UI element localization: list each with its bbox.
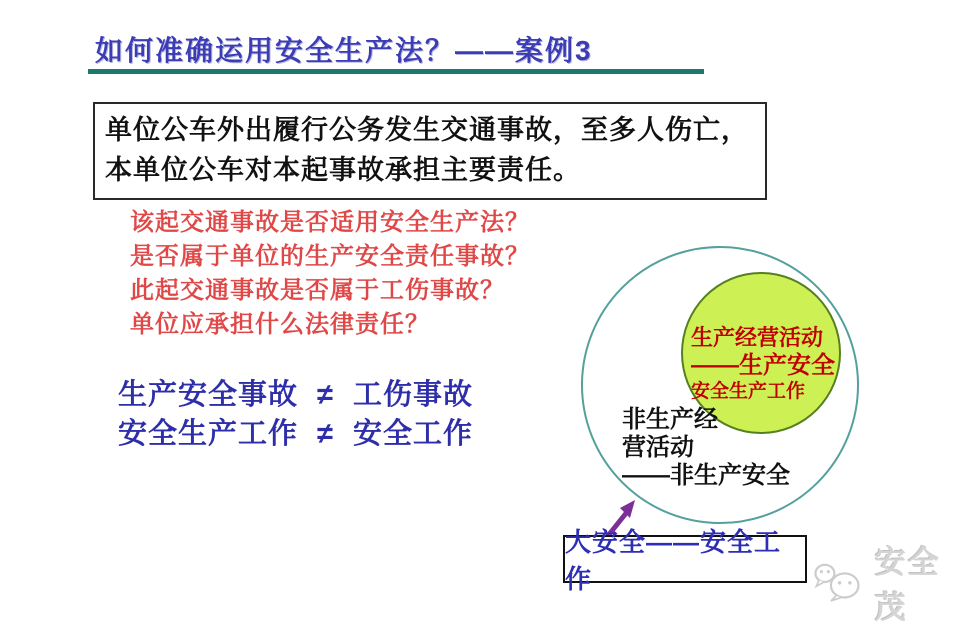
case-description-text: 单位公车外出履行公务发生交通事故，至多人伤亡，本单位公车对本起事故承担主要责任。: [105, 115, 749, 185]
wechat-icon: [812, 558, 869, 606]
question-list: [130, 206, 530, 342]
title-underline: [88, 69, 704, 74]
inner-circle-text: [691, 324, 835, 403]
outer-circle-line-1: 非生产经: [622, 406, 718, 433]
big-safety-label: 大安全——安全工作: [565, 527, 782, 594]
big-safety-label-box: [563, 527, 807, 594]
outer-circle-line-3: ——非生产安全: [622, 462, 790, 489]
inner-circle-line-3: 安全生产工作: [691, 381, 806, 402]
watermark-text: 安全茂: [874, 545, 941, 625]
inner-circle-line-2: ——生产安全: [691, 352, 835, 379]
page-title: 如何准确运用安全生产法？——案例3: [95, 35, 593, 66]
statement-line-1: 生产安全事故 ≠ 工伤事故: [118, 379, 474, 411]
watermark: [812, 537, 960, 627]
outer-circle-text: [622, 406, 790, 490]
outer-circle-line-2: 营活动: [622, 434, 694, 461]
inequality-statements: [118, 376, 473, 454]
question-line-3: 此起交通事故是否属于工伤事故？: [130, 277, 505, 304]
question-line-4: 单位应承担什么法律责任？: [130, 311, 430, 338]
inner-circle-line-1: 生产经营活动: [691, 325, 824, 350]
case-description-box: [93, 102, 767, 200]
question-line-2: 是否属于单位的生产安全责任事故？: [130, 243, 530, 270]
question-line-1: 该起交通事故是否适用安全生产法？: [130, 209, 530, 236]
statement-line-2: 安全生产工作 ≠ 安全工作: [118, 418, 474, 450]
